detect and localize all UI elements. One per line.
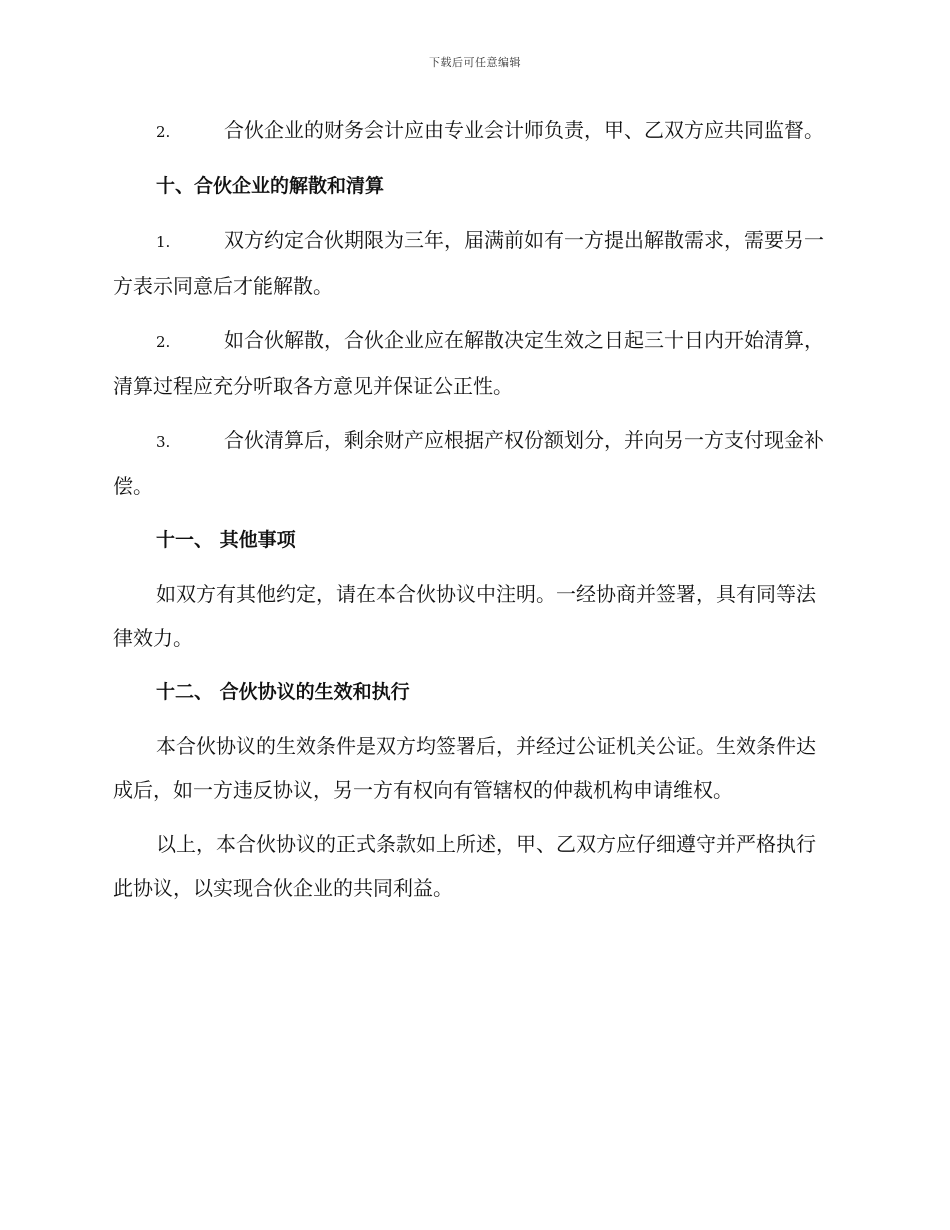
item-number: 3. [156, 433, 171, 451]
list-item [113, 318, 835, 408]
section-heading-11: 十一、 其他事项 [156, 529, 296, 551]
paragraph: 本合伙协议的生效条件是双方均签署后，并经过公证机关公证。生效条件达成后，如一方违反协议，另一方有权向有管辖权的仲裁机构申请维权。 [113, 734, 816, 802]
item-text: 合伙清算后，剩余财产应根据产权份额划分，并向另一方支付现金补偿。 [113, 428, 824, 498]
item-number: 1. [156, 233, 171, 251]
list-item [113, 218, 835, 308]
section-heading-12: 十二、 合伙协议的生效和执行 [156, 681, 410, 703]
item-text: 合伙企业的财务会计应由专业会计师负责，甲、乙双方应共同监督。 [224, 118, 824, 142]
closing-paragraph: 以上，本合伙协议的正式条款如上所述，甲、乙双方应仔细遵守并严格执行此协议，以实现合伙企业的共同利益。 [113, 832, 816, 900]
list-item [113, 108, 835, 154]
list-item [113, 418, 835, 508]
paragraph: 如双方有其他约定，请在本合伙协议中注明。一经协商并签署，具有同等法律效力。 [113, 582, 816, 650]
document-body [113, 108, 835, 910]
section-heading-10: 十、合伙企业的解散和清算 [156, 175, 385, 197]
item-text: 如合伙解散，合伙企业应在解散决定生效之日起三十日内开始清算，清算过程应充分听取各方意见并保证公正性。 [113, 328, 824, 398]
item-number: 2. [156, 123, 171, 141]
item-number: 2. [156, 333, 171, 351]
page-header: 下载后可任意编辑 [429, 56, 521, 69]
item-text: 双方约定合伙期限为三年，届满前如有一方提出解散需求，需要另一方表示同意后才能解散。 [113, 228, 824, 298]
